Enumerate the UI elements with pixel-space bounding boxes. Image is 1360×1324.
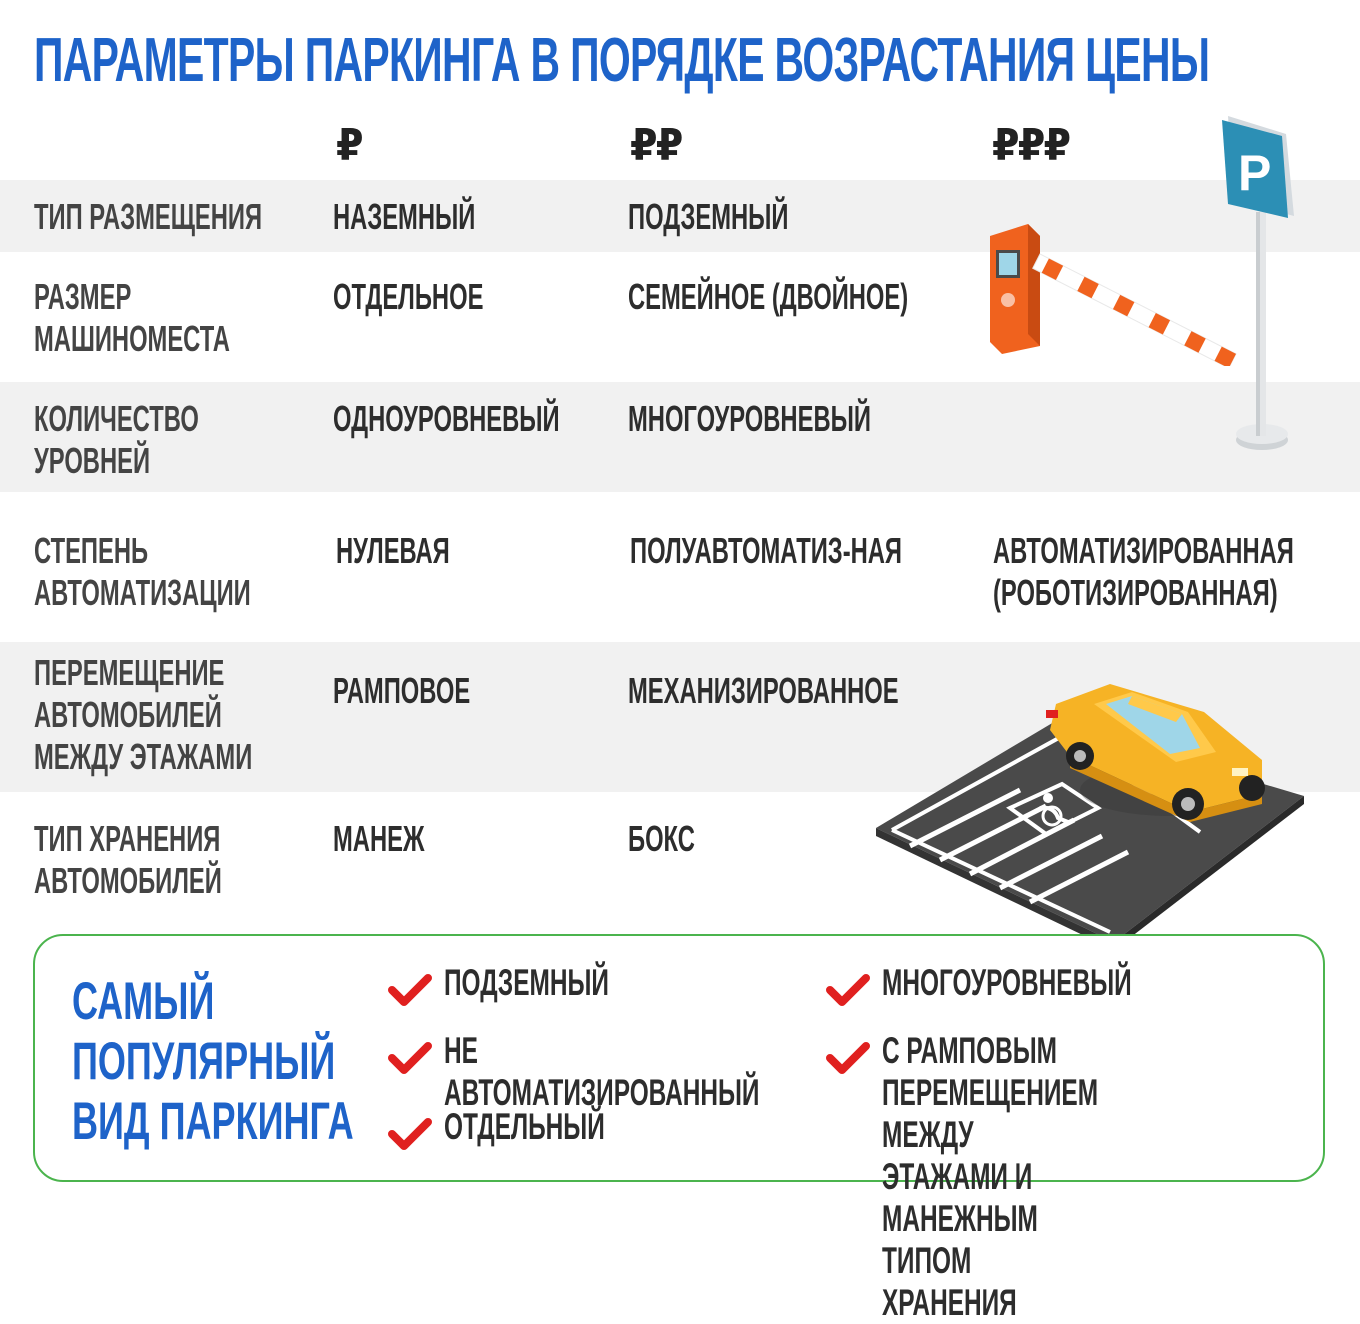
row-label: ТИП РАЗМЕЩЕНИЯ <box>34 196 263 237</box>
row-value-medium: ПОДЗЕМНЫЙ <box>628 196 789 237</box>
check-icon <box>388 1118 432 1150</box>
svg-text:P: P <box>1238 145 1272 201</box>
parking-lot-illustration <box>870 660 1310 950</box>
row-label: СТЕПЕНЬ АВТОМАТИЗАЦИИ <box>34 530 251 613</box>
row-label: ПЕРЕМЕЩЕНИЕ АВТОМОБИЛЕЙ МЕЖДУ ЭТАЖАМИ <box>34 652 253 777</box>
row-label: КОЛИЧЕСТВО УРОВНЕЙ <box>34 398 199 481</box>
row-value-low: НАЗЕМНЫЙ <box>333 196 476 237</box>
row-value-low: РАМПОВОЕ <box>333 670 471 711</box>
row-value-medium: БОКС <box>628 818 695 859</box>
price-low: ₽ <box>336 121 362 170</box>
price-high: ₽₽₽ <box>992 121 1070 170</box>
check-icon <box>826 974 870 1006</box>
row-value-medium: МЕХАНИЗИРОВАННОЕ <box>628 670 899 711</box>
row-value-medium: МНОГОУРОВНЕВЫЙ <box>628 398 871 439</box>
parking-barrier-icon <box>980 216 1240 366</box>
popular-heading: САМЫЙ ПОПУЛЯРНЫЙ ВИД ПАРКИНГА <box>72 972 354 1151</box>
row-value-low: ОТДЕЛЬНОЕ <box>333 276 484 317</box>
row-value-medium: СЕМЕЙНОЕ (ДВОЙНОЕ) <box>628 276 909 317</box>
row-label: РАЗМЕР МАШИНОМЕСТА <box>34 276 230 359</box>
check-icon <box>826 1042 870 1074</box>
check-icon <box>388 1042 432 1074</box>
row-value-low: МАНЕЖ <box>333 818 425 859</box>
page-title: ПАРАМЕТРЫ ПАРКИНГА В ПОРЯДКЕ ВОЗРАСТАНИЯ ЦЕНЫ <box>34 26 1210 95</box>
row-value-medium: ПОЛУАВТОМАТИЗ-НАЯ <box>630 530 903 571</box>
row-value-low: ОДНОУРОВНЕВЫЙ <box>333 398 560 439</box>
check-icon <box>388 974 432 1006</box>
row-label: ТИП ХРАНЕНИЯ АВТОМОБИЛЕЙ <box>34 818 222 901</box>
row-value-high: АВТОМАТИЗИРОВАННАЯ (РОБОТИЗИРОВАННАЯ) <box>993 530 1294 613</box>
price-medium: ₽₽ <box>630 121 682 170</box>
row-value-low: НУЛЕВАЯ <box>336 530 450 571</box>
